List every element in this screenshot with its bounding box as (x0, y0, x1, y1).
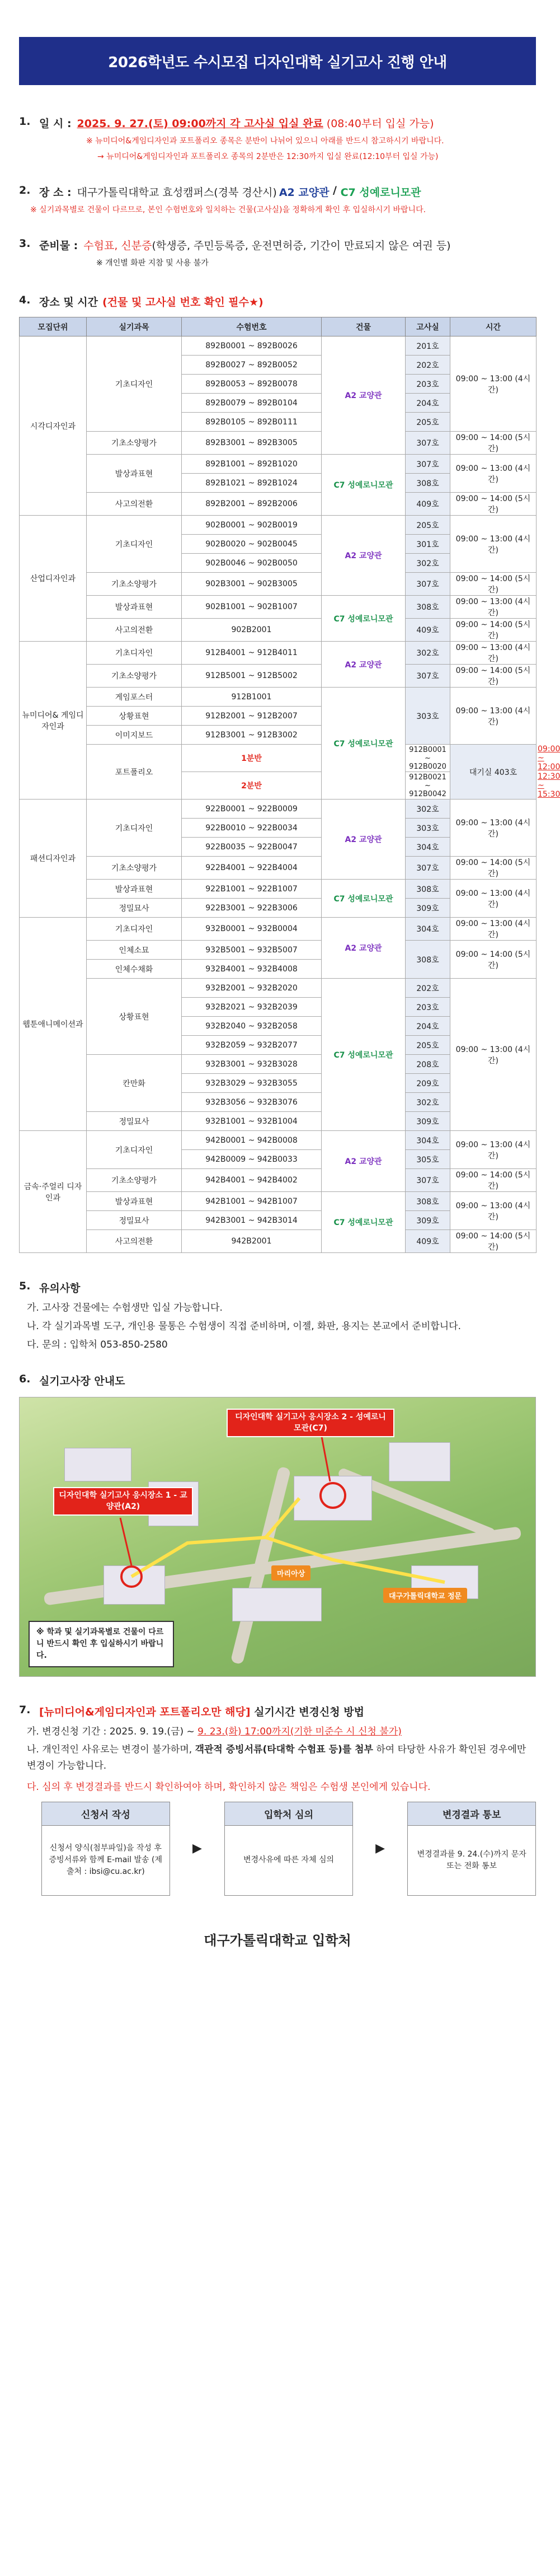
time-cell: 09:00 ~ 13:00 (4시간) (450, 1192, 537, 1230)
flow-step-result (407, 1802, 536, 1896)
room-cell: 308호 (406, 880, 450, 899)
map-tag-gate: 대구가톨릭대학교 정문 (383, 1588, 467, 1603)
table-row: 포트폴리오 1분반 912B0001 ~ 912B0020 대기실 403호 09:00 ~ 12:00 (20, 745, 537, 772)
room-cell: 308호 (406, 1192, 450, 1211)
subject-cell: 기초디자인 (87, 516, 182, 573)
section-number: 1. (19, 115, 31, 128)
subject-cell: 정밀묘사 (87, 1211, 182, 1230)
subject-cell: 발상과표현 (87, 596, 182, 619)
table-row (20, 1131, 537, 1150)
room-cell: 208호 (406, 1055, 450, 1074)
subject-cell: 인체소묘 (87, 941, 182, 960)
exam-number-cell: 912B3001 ~ 912B3002 (182, 726, 322, 745)
subject-cell: 기초디자인 (87, 918, 182, 941)
section-label: 장소 및 시간 (39, 296, 98, 308)
table-row (20, 336, 537, 356)
caution-item: 가. 고사장 건물에는 수험생만 입실 가능합니다. (27, 1302, 223, 1313)
subject-cell: 사고의전환 (87, 619, 182, 642)
building-cell: A2 교양관 (322, 516, 406, 596)
caution-item: 나. 각 실기과목별 도구, 개인용 물통은 수험생이 직접 준비하며, 이젤, 화판, 용지는 본교에서 준비합니다. (27, 1321, 461, 1332)
section-date (19, 115, 536, 162)
subject-cell: 정밀묘사 (87, 1112, 182, 1131)
place-notice: ※ 실기과목별로 건물이 다르므로, 본인 수험번호와 일치하는 건물(고사실)을 정확하게 확인 후 입실하시기 바랍니다. (30, 205, 426, 214)
exam-number-cell: 932B1001 ~ 932B1004 (182, 1112, 322, 1131)
building-cell: C7 성예로니모관 (322, 979, 406, 1131)
room-cell: 대기실 403호 (450, 745, 537, 800)
page-title: 2026학년도 수시모집 디자인대학 실기고사 진행 안내 (19, 37, 536, 85)
subject-cell: 정밀묘사 (87, 899, 182, 918)
arrow-right-icon: ▶ (375, 1841, 385, 1856)
subject-cell: 상황표현 (87, 979, 182, 1055)
room-cell: 308호 (406, 941, 450, 979)
exam-number-cell: 942B2001 (182, 1230, 322, 1253)
room-cell: 307호 (406, 857, 450, 880)
room-cell: 205호 (406, 413, 450, 432)
exam-number-cell: 922B0001 ~ 922B0009 (182, 800, 322, 819)
exam-date: 2025. 9. 27.(토) 09:00까지 각 고사실 입실 완료 (77, 118, 323, 130)
room-cell: 302호 (406, 642, 450, 665)
exam-number-cell: 932B2001 ~ 932B2020 (182, 979, 322, 998)
exam-number-cell: 942B4001 ~ 942B4002 (182, 1169, 322, 1192)
flow-step-title: 입학처 심의 (225, 1802, 352, 1826)
footer-signature: 대구가톨릭대학교 입학처 (204, 1932, 351, 1948)
exam-number-cell: 932B0001 ~ 932B0004 (182, 918, 322, 941)
room-cell: 409호 (406, 1230, 450, 1253)
exam-number-cell: 922B3001 ~ 922B3006 (182, 899, 322, 918)
exam-number-cell: 902B3001 ~ 902B3005 (182, 573, 322, 596)
header-time: 시간 (450, 317, 537, 336)
room-cell: 304호 (406, 1131, 450, 1150)
building-cell: C7 성예로니모관 (322, 880, 406, 918)
exam-number-cell: 932B2040 ~ 932B2058 (182, 1017, 322, 1036)
room-cell: 301호 (406, 535, 450, 554)
period-prefix: 가. 변경신청 기간 : 2025. 9. 19.(금) ~ (27, 1726, 198, 1737)
room-cell: 302호 (406, 554, 450, 573)
dept-cell: 패션디자인과 (20, 800, 87, 918)
room-cell: 307호 (406, 432, 450, 455)
exam-number-cell: 942B0001 ~ 942B0008 (182, 1131, 322, 1150)
exam-number-cell: 902B0020 ~ 902B0045 (182, 535, 322, 554)
room-cell: 308호 (406, 474, 450, 493)
map-tag-mari: 마리아상 (271, 1565, 310, 1581)
table-row (20, 941, 537, 960)
exam-number-cell: 912B0001 ~ 912B0020 (406, 745, 450, 772)
section-label: 준비물 : (39, 240, 78, 252)
room-cell: 303호 (406, 688, 450, 745)
table-row (20, 619, 537, 642)
flow-step-desc: 신청서 양식(첨부파일)을 작성 후 증빙서류와 함께 E-mail 발송 (제출처 : ibsi@cu.ac.kr) (49, 1844, 163, 1877)
table-row (20, 918, 537, 941)
exam-number-cell: 912B1001 (182, 688, 322, 707)
table-row (20, 596, 537, 619)
room-cell: 201호 (406, 336, 450, 356)
exam-number-cell: 942B1001 ~ 942B1007 (182, 1192, 322, 1211)
building-cell: C7 성예로니모관 (322, 596, 406, 642)
time-cell: 09:00 ~ 14:00 (5시간) (450, 493, 537, 516)
subject-cell: 기초소양평가 (87, 857, 182, 880)
section-number: 2. (19, 184, 31, 197)
time-cell: 09:00 ~ 14:00 (5시간) (450, 941, 537, 979)
exam-number-cell: 892B1001 ~ 892B1020 (182, 455, 322, 474)
room-cell: 205호 (406, 516, 450, 535)
map-label-c7: 디자인대학 실기고사 응시장소 2 - 성예로니모관(C7) (227, 1409, 394, 1437)
section-schedule (19, 294, 560, 1253)
exam-number-cell: 912B5001 ~ 912B5002 (182, 665, 322, 688)
subject-cell: 포트폴리오 (87, 745, 182, 800)
dept-cell: 시각디자인과 (20, 336, 87, 516)
table-header-row (20, 317, 537, 336)
section-label: 실기시간 변경신청 방법 (250, 1706, 364, 1718)
change-period (19, 1723, 536, 1737)
flow-step-title: 변경결과 통보 (408, 1802, 535, 1826)
building-cell: C7 성예로니모관 (322, 688, 406, 800)
exam-number-cell: 922B0035 ~ 922B0047 (182, 838, 322, 857)
exam-number-cell: 942B0009 ~ 942B0033 (182, 1150, 322, 1169)
exam-number-cell: 912B0021 ~ 912B0042 (406, 772, 450, 800)
board-notice: ※ 개인별 화판 지참 및 사용 불가 (96, 259, 209, 268)
table-row (20, 880, 537, 899)
room-cell: 209호 (406, 1074, 450, 1093)
table-row (20, 642, 537, 665)
conditions-prefix: 나. 개인적인 사유로는 변경이 불가하며, (27, 1744, 195, 1755)
table-row (20, 493, 537, 516)
id-examples: (학생증, 주민등록증, 운전면허증, 기간이 만료되지 않은 여권 등) (152, 240, 451, 252)
room-cell: 202호 (406, 979, 450, 998)
exam-number-cell: 932B3029 ~ 932B3055 (182, 1074, 322, 1093)
room-cell: 202호 (406, 356, 450, 375)
building-cell: A2 교양관 (322, 336, 406, 455)
table-row (20, 573, 537, 596)
time-cell: 09:00 ~ 14:00 (5시간) (450, 857, 537, 880)
time-cell: 09:00 ~ 13:00 (4시간) (450, 336, 537, 432)
flow-step-desc: 변경사유에 따른 자체 심의 (243, 1855, 335, 1865)
building-c7: C7 성예로니모관 (340, 186, 421, 199)
room-cell: 203호 (406, 375, 450, 394)
subject-cell: 기초소양평가 (87, 573, 182, 596)
exam-number-cell: 902B0001 ~ 902B0019 (182, 516, 322, 535)
room-cell: 307호 (406, 573, 450, 596)
building-cell: A2 교양관 (322, 800, 406, 880)
time-cell: 09:00 ~ 14:00 (5시간) (450, 573, 537, 596)
exam-number-cell: 892B0105 ~ 892B0111 (182, 413, 322, 432)
room-cell: 302호 (406, 800, 450, 819)
time-cell: 09:00 ~ 13:00 (4시간) (450, 642, 537, 665)
exam-number-cell: 932B3056 ~ 932B3076 (182, 1093, 322, 1112)
room-cell: 309호 (406, 899, 450, 918)
arrow-right-icon: ▶ (192, 1841, 202, 1856)
table-row: 2분반 912B0021 ~ 912B0042 12:30 ~ 15:30 (20, 772, 537, 800)
subject-cell: 기초디자인 (87, 1131, 182, 1169)
table-row (20, 688, 537, 707)
portfolio-class2-notice: → 뉴미디어&게임디자인과 포트폴리오 종목의 2분반은 12:30까지 입실 완료(12:10부터 입실 가능) (97, 152, 439, 161)
table-row (20, 516, 537, 535)
subject-cell: 칸만화 (87, 1055, 182, 1112)
room-cell: 205호 (406, 1036, 450, 1055)
table-row (20, 1192, 537, 1211)
subject-cell: 사고의전환 (87, 1230, 182, 1253)
exam-number-cell: 922B0010 ~ 922B0034 (182, 819, 322, 838)
header-number: 수험번호 (182, 317, 322, 336)
exam-number-cell: 912B2001 ~ 912B2007 (182, 707, 322, 726)
exam-number-cell: 902B0046 ~ 902B0050 (182, 554, 322, 573)
map-note: ※ 학과 및 실기과목별로 건물이 다르니 반드시 확인 후 입실하시기 바랍니다. (29, 1621, 174, 1667)
subject-cell: 사고의전환 (87, 493, 182, 516)
exam-number-cell: 892B3001 ~ 892B3005 (182, 432, 322, 455)
section-number: 7. (19, 1704, 31, 1716)
section-number: 5. (19, 1280, 31, 1292)
table-row (20, 455, 537, 474)
conditions-evidence: 객관적 증빙서류(타대학 수험표 등)를 첨부 (195, 1744, 373, 1755)
building-cell: C7 성예로니모관 (322, 455, 406, 516)
required-items: 수험표, 신분증 (83, 240, 152, 252)
section-number: 4. (19, 294, 31, 306)
section-number: 3. (19, 237, 31, 250)
campus-name: 대구가톨릭대학교 효성캠퍼스(경북 경산시) (77, 186, 277, 199)
dept-cell: 뉴미디어& 게임디자인과 (20, 642, 87, 800)
section-label: 일 시 : (39, 118, 72, 130)
dept-cell: 웹툰애니메이션과 (20, 918, 87, 1131)
time-cell: 09:00 ~ 13:00 (4시간) (450, 918, 537, 941)
table-row (20, 1230, 537, 1253)
result-check-notice: 다. 심의 후 변경결과를 반드시 확인하여야 하며, 확인하지 않은 책임은 수험생 본인에게 있습니다. (27, 1781, 431, 1793)
room-cell: 409호 (406, 619, 450, 642)
time-cell: 09:00 ~ 13:00 (4시간) (450, 688, 537, 745)
subject-cell: 기초디자인 (87, 800, 182, 857)
flow-step-desc: 변경결과를 9. 24.(수)까지 문자 또는 전화 통보 (417, 1849, 526, 1871)
exam-number-cell: 902B1001 ~ 902B1007 (182, 596, 322, 619)
room-cell: 307호 (406, 665, 450, 688)
conditions-suffix: 하여 타당한 사유가 확인된 경우에만 변경이 가능합니다. (27, 1744, 526, 1771)
exam-number-cell: 912B4001 ~ 912B4011 (182, 642, 322, 665)
change-conditions (19, 1742, 536, 1774)
room-cell: 305호 (406, 1150, 450, 1169)
section-place (19, 184, 536, 215)
time-cell: 09:00 ~ 13:00 (4시간) (450, 880, 537, 918)
room-cell: 204호 (406, 1017, 450, 1036)
table-row (20, 432, 537, 455)
map-label-a2: 디자인대학 실기고사 응시장소 1 - 교양관(A2) (53, 1487, 193, 1516)
subject-cell: 상황표현 (87, 707, 182, 726)
flow-step-title: 신청서 작성 (42, 1802, 170, 1826)
portfolio-notice: ※ 뉴미디어&게임디자인과 포트폴리오 종목은 분반이 나뉘어 있으니 아래를 반드시 참고하시기 바랍니다. (86, 137, 444, 146)
room-cell: 302호 (406, 1093, 450, 1112)
time-cell: 09:00 ~ 13:00 (4시간) (450, 516, 537, 573)
exam-number-cell: 942B3001 ~ 942B3014 (182, 1211, 322, 1230)
time-cell: 09:00 ~ 14:00 (5시간) (450, 619, 537, 642)
room-cell: 309호 (406, 1112, 450, 1131)
time-cell: 09:00 ~ 13:00 (4시간) (450, 455, 537, 493)
class-section-cell: 2분반 (182, 772, 322, 800)
flow-step-review (224, 1802, 353, 1896)
section-label: 장 소 : (39, 186, 72, 199)
schedule-notice: (건물 및 고사실 번호 확인 필수★) (102, 296, 263, 308)
subject-cell: 발상과표현 (87, 1192, 182, 1211)
time-cell: 09:00 ~ 14:00 (5시간) (450, 1169, 537, 1192)
table-row (20, 1169, 537, 1192)
exam-number-cell: 932B2059 ~ 932B2077 (182, 1036, 322, 1055)
header-subject: 실기과목 (87, 317, 182, 336)
exam-number-cell: 932B4001 ~ 932B4008 (182, 960, 322, 979)
class-section-cell: 1분반 (182, 745, 322, 772)
room-cell: 304호 (406, 838, 450, 857)
room-cell: 304호 (406, 918, 450, 941)
room-cell: 303호 (406, 819, 450, 838)
exam-number-cell: 892B0027 ~ 892B0052 (182, 356, 322, 375)
header-dept: 모집단위 (20, 317, 87, 336)
section-label: 유의사항 (39, 1282, 81, 1294)
subject-cell: 기초디자인 (87, 336, 182, 432)
notice-page (0, 37, 560, 2576)
table-row (20, 857, 537, 880)
subject-cell: 게임포스터 (87, 688, 182, 707)
section-supplies (19, 237, 536, 268)
section-scope: [뉴미디어&게임디자인과 포트폴리오만 해당] (39, 1706, 251, 1718)
subject-cell: 인체수채화 (87, 960, 182, 979)
campus-map (19, 1397, 536, 1677)
subject-cell: 이미지보드 (87, 726, 182, 745)
table-row (20, 979, 537, 998)
section-change-request (19, 1704, 536, 1896)
time-cell: 09:00 ~ 13:00 (4시간) (450, 1131, 537, 1169)
entry-time-note: (08:40부터 입실 가능) (326, 118, 434, 130)
flow-step-application (41, 1802, 170, 1896)
caution-item: 다. 문의 : 입학처 053-850-2580 (27, 1339, 168, 1350)
exam-number-cell: 902B2001 (182, 619, 322, 642)
subject-cell: 기초디자인 (87, 642, 182, 665)
building-cell: A2 교양관 (322, 1131, 406, 1192)
change-flow (41, 1802, 536, 1896)
room-cell: 204호 (406, 394, 450, 413)
subject-cell: 기초소양평가 (87, 1169, 182, 1192)
building-cell: A2 교양관 (322, 918, 406, 979)
building-cell: C7 성예로니모관 (322, 1192, 406, 1253)
subject-cell: 발상과표현 (87, 455, 182, 493)
section-map (19, 1373, 536, 1677)
header-room: 고사실 (406, 317, 450, 336)
subject-cell: 기초소양평가 (87, 665, 182, 688)
exam-number-cell: 892B0001 ~ 892B0026 (182, 336, 322, 356)
room-cell: 203호 (406, 998, 450, 1017)
exam-number-cell: 922B1001 ~ 922B1007 (182, 880, 322, 899)
header-building: 건물 (322, 317, 406, 336)
separator: / (329, 184, 341, 197)
building-a2: A2 교양관 (279, 186, 330, 199)
time-cell: 09:00 ~ 13:00 (4시간) (450, 800, 537, 857)
section-number: 6. (19, 1373, 31, 1385)
room-cell: 307호 (406, 455, 450, 474)
room-cell: 307호 (406, 1169, 450, 1192)
subject-cell: 발상과표현 (87, 880, 182, 899)
exam-number-cell: 892B0053 ~ 892B0078 (182, 375, 322, 394)
dept-cell: 금속·주얼리 디자인과 (20, 1131, 87, 1253)
table-row (20, 800, 537, 819)
time-cell: 09:00 ~ 14:00 (5시간) (450, 1230, 537, 1253)
exam-number-cell: 892B2001 ~ 892B2006 (182, 493, 322, 516)
section-cautions (19, 1280, 536, 1350)
room-cell: 308호 (406, 596, 450, 619)
building-cell: A2 교양관 (322, 642, 406, 688)
time-cell: 09:00 ~ 13:00 (4시간) (450, 979, 537, 1131)
table-row (20, 665, 537, 688)
exam-number-cell: 932B2021 ~ 932B2039 (182, 998, 322, 1017)
time-cell: 09:00 ~ 14:00 (5시간) (450, 665, 537, 688)
room-cell: 409호 (406, 493, 450, 516)
exam-number-cell: 892B1021 ~ 892B1024 (182, 474, 322, 493)
time-cell: 09:00 ~ 14:00 (5시간) (450, 432, 537, 455)
schedule-table (19, 317, 560, 1253)
period-deadline: 9. 23.(화) 17:00까지(기한 미준수 시 신청 불가) (197, 1726, 402, 1737)
exam-number-cell: 932B3001 ~ 932B3028 (182, 1055, 322, 1074)
section-label: 실기고사장 안내도 (39, 1375, 125, 1387)
exam-number-cell: 922B4001 ~ 922B4004 (182, 857, 322, 880)
dept-cell: 산업디자인과 (20, 516, 87, 642)
room-cell: 309호 (406, 1211, 450, 1230)
exam-number-cell: 932B5001 ~ 932B5007 (182, 941, 322, 960)
subject-cell: 기초소양평가 (87, 432, 182, 455)
time-cell: 09:00 ~ 13:00 (4시간) (450, 596, 537, 619)
exam-number-cell: 892B0079 ~ 892B0104 (182, 394, 322, 413)
